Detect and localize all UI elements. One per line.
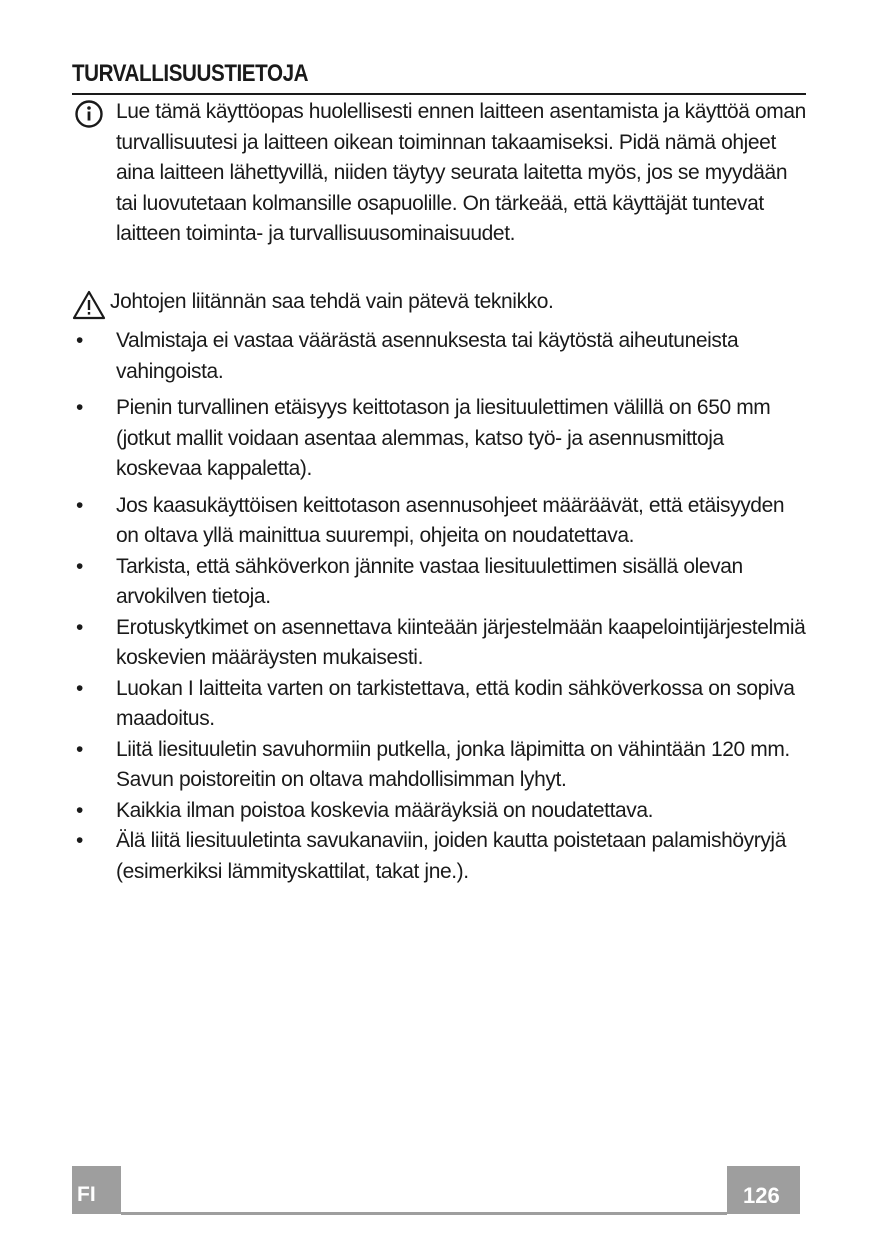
info-paragraph: Lue tämä käyttöopas huolellisesti ennen laitteen asentamista ja käyttöä oman turvallisuutesi ja laitteen oikean toiminnan takaamiseksi. Pidä nämä ohjeet aina laitteen lähettyvillä, niiden täytyy seurata laitetta myös, jos se myydään tai luovutetaan kolmansille osapuolille. On tärkeää, että käyttäjät tuntevat laitteen toiminta- ja turvallisuusominaisuudet. (116, 100, 806, 245)
safety-bullet-list (72, 326, 808, 887)
list-item (72, 826, 808, 887)
page-title: TURVALLISUUSTIETOJA (72, 60, 309, 87)
language-tab: FI (72, 1166, 121, 1214)
list-item (72, 326, 808, 387)
warning-icon (72, 290, 106, 320)
warning-text: Johtojen liitännän saa tehdä vain pätevä teknikko. (110, 290, 554, 313)
bullet-dot: • (76, 554, 83, 578)
list-item (72, 613, 808, 674)
list-item-text: Pienin turvallinen etäisyys keittotason ja liesituulettimen välillä on 650 mm (jotkut mallit voidaan asentaa alemmas, katso työ- ja asennusmittoja koskevaa kappaletta). (116, 396, 771, 480)
list-item (72, 674, 808, 735)
info-icon (74, 99, 104, 129)
bullet-dot: • (76, 829, 83, 852)
footer-rule (121, 1212, 727, 1215)
list-item-text: Liitä liesituuletin savuhormiin putkella, jonka läpimitta on vähintään 120 mm. Savun poistoreitin on oltava mahdollisimman lyhyt. (116, 737, 790, 791)
page-number: 126 (727, 1166, 800, 1214)
list-item-text: Älä liitä liesituuletinta savukanaviin, joiden kautta poistetaan palamishöyryjä (esimerkiksi lämmityskattilat, takat jne.). (116, 829, 786, 883)
list-item (72, 796, 808, 827)
bullet-dot: • (76, 615, 83, 639)
list-item-text: Erotuskytkimet on asennettava kiinteään järjestelmään kaapelointijärjestelmiä koskevien määräysten mukaisesti. (116, 615, 806, 669)
list-item-text: Luokan I laitteita varten on tarkistettava, että kodin sähköverkossa on sopiva maadoitus. (116, 676, 795, 730)
list-item-text: Jos kaasukäyttöisen keittotason asennusohjeet määräävät, että etäisyyden on oltava yllä mainittua suurempi, ohjeita on noudatettava. (116, 493, 785, 547)
bullet-dot: • (76, 676, 83, 700)
list-item (72, 552, 808, 613)
list-item-text: Valmistaja ei vastaa väärästä asennuksesta tai käytöstä aiheutuneista vahingoista. (116, 329, 739, 383)
list-item (72, 735, 808, 796)
list-item (72, 491, 808, 552)
list-item-text: Tarkista, että sähköverkon jännite vastaa liesituulettimen sisällä olevan arvokilven tietoja. (116, 554, 743, 608)
bullet-dot: • (76, 798, 83, 822)
list-item-text: Kaikkia ilman poistoa koskevia määräyksiä on noudatettava. (116, 798, 654, 822)
title-rule (72, 93, 806, 95)
list-item (72, 393, 808, 485)
bullet-dot: • (76, 493, 83, 517)
bullet-dot: • (76, 396, 83, 419)
bullet-dot: • (76, 737, 83, 761)
bullet-dot: • (76, 329, 83, 352)
